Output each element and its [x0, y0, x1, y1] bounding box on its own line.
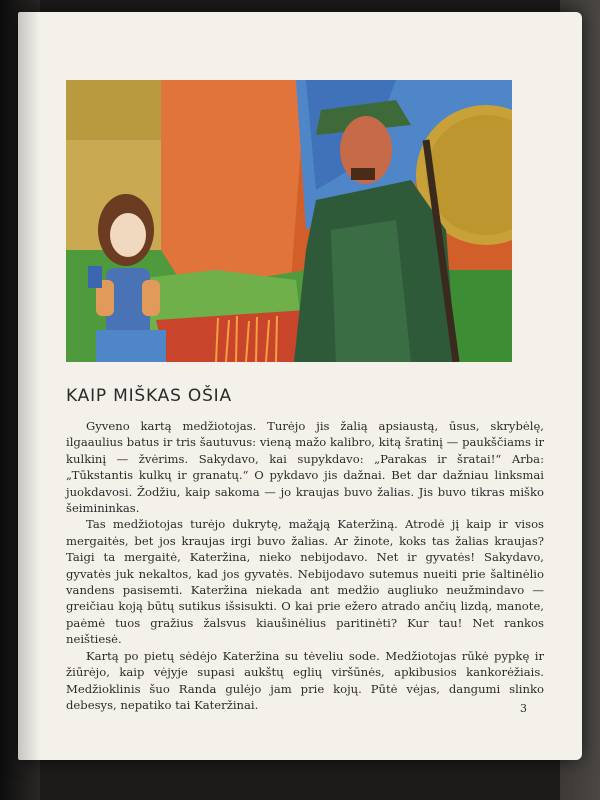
story-body: [66, 418, 544, 713]
paragraph: Kartą po pietų sėdėjo Kateržina su tėveliu sode. Medžiotojas rūkė pypkę ir žiūrėjo, kaip vėjyje supasi aukštų eglių viršūnės, apkibusios kankorėžiais. Medžioklinis šuo Randa gulėjo jam prie kojų. Pūtė vėjas, dangumi slinko debesys, nepatiko tai Kateržinai.: [66, 648, 544, 712]
paragraph: Tas medžiotojas turėjo dukrytę, mažąją Kateržiną. Atrodė jį kaip ir visos mergaitės, bet jos kraujas irgi buvo žalias. Ar žinote, koks tas žalias kraujas? Taigi ta mergaitė, Kateržina, nieko nebijodavo. Net ir gyvatės! Sakydavo, gyvatės juk nekaltos, kad jos gyvatės. Nebijodavo sutemus nueiti prie šaltinėlio vandens pasisemti. Kateržina niekada ant medžio augliuko neužmindavo — greičiau koją būtų sutikus išsisukti. O kai prie ežero atrado ančių lizdą, manote, paėmė tuos gražius žalsvus kiaušinėlius paritinėti? Kur tau! Net rankos neištiesė.: [66, 517, 544, 647]
story-illustration: [66, 80, 512, 362]
book-page: [18, 12, 582, 760]
paragraph: Gyveno kartą medžiotojas. Turėjo jis žalią apsiaustą, ūsus, skrybėlę, ilgaaulius batus ir tris šautuvus: vieną mažo kalibro, kitą šratinį — paukščiams ir kulkinį — žvėrims. Sakydavo, kai supykdavo: „Parakas ir šratai!“ Arba: „Tūkstantis kulkų ir granatų.“ O pykdavo jis dažnai. Bet dar dažniau linksmai juokdavosi. Žodžiu, kaip sakoma — jo kraujas buvo žalias. Jis buvo tikras miško šeimininkas.: [66, 419, 544, 516]
page-number: 3: [520, 702, 527, 715]
story-title: KAIP MIŠKAS OŠIA: [66, 386, 232, 406]
